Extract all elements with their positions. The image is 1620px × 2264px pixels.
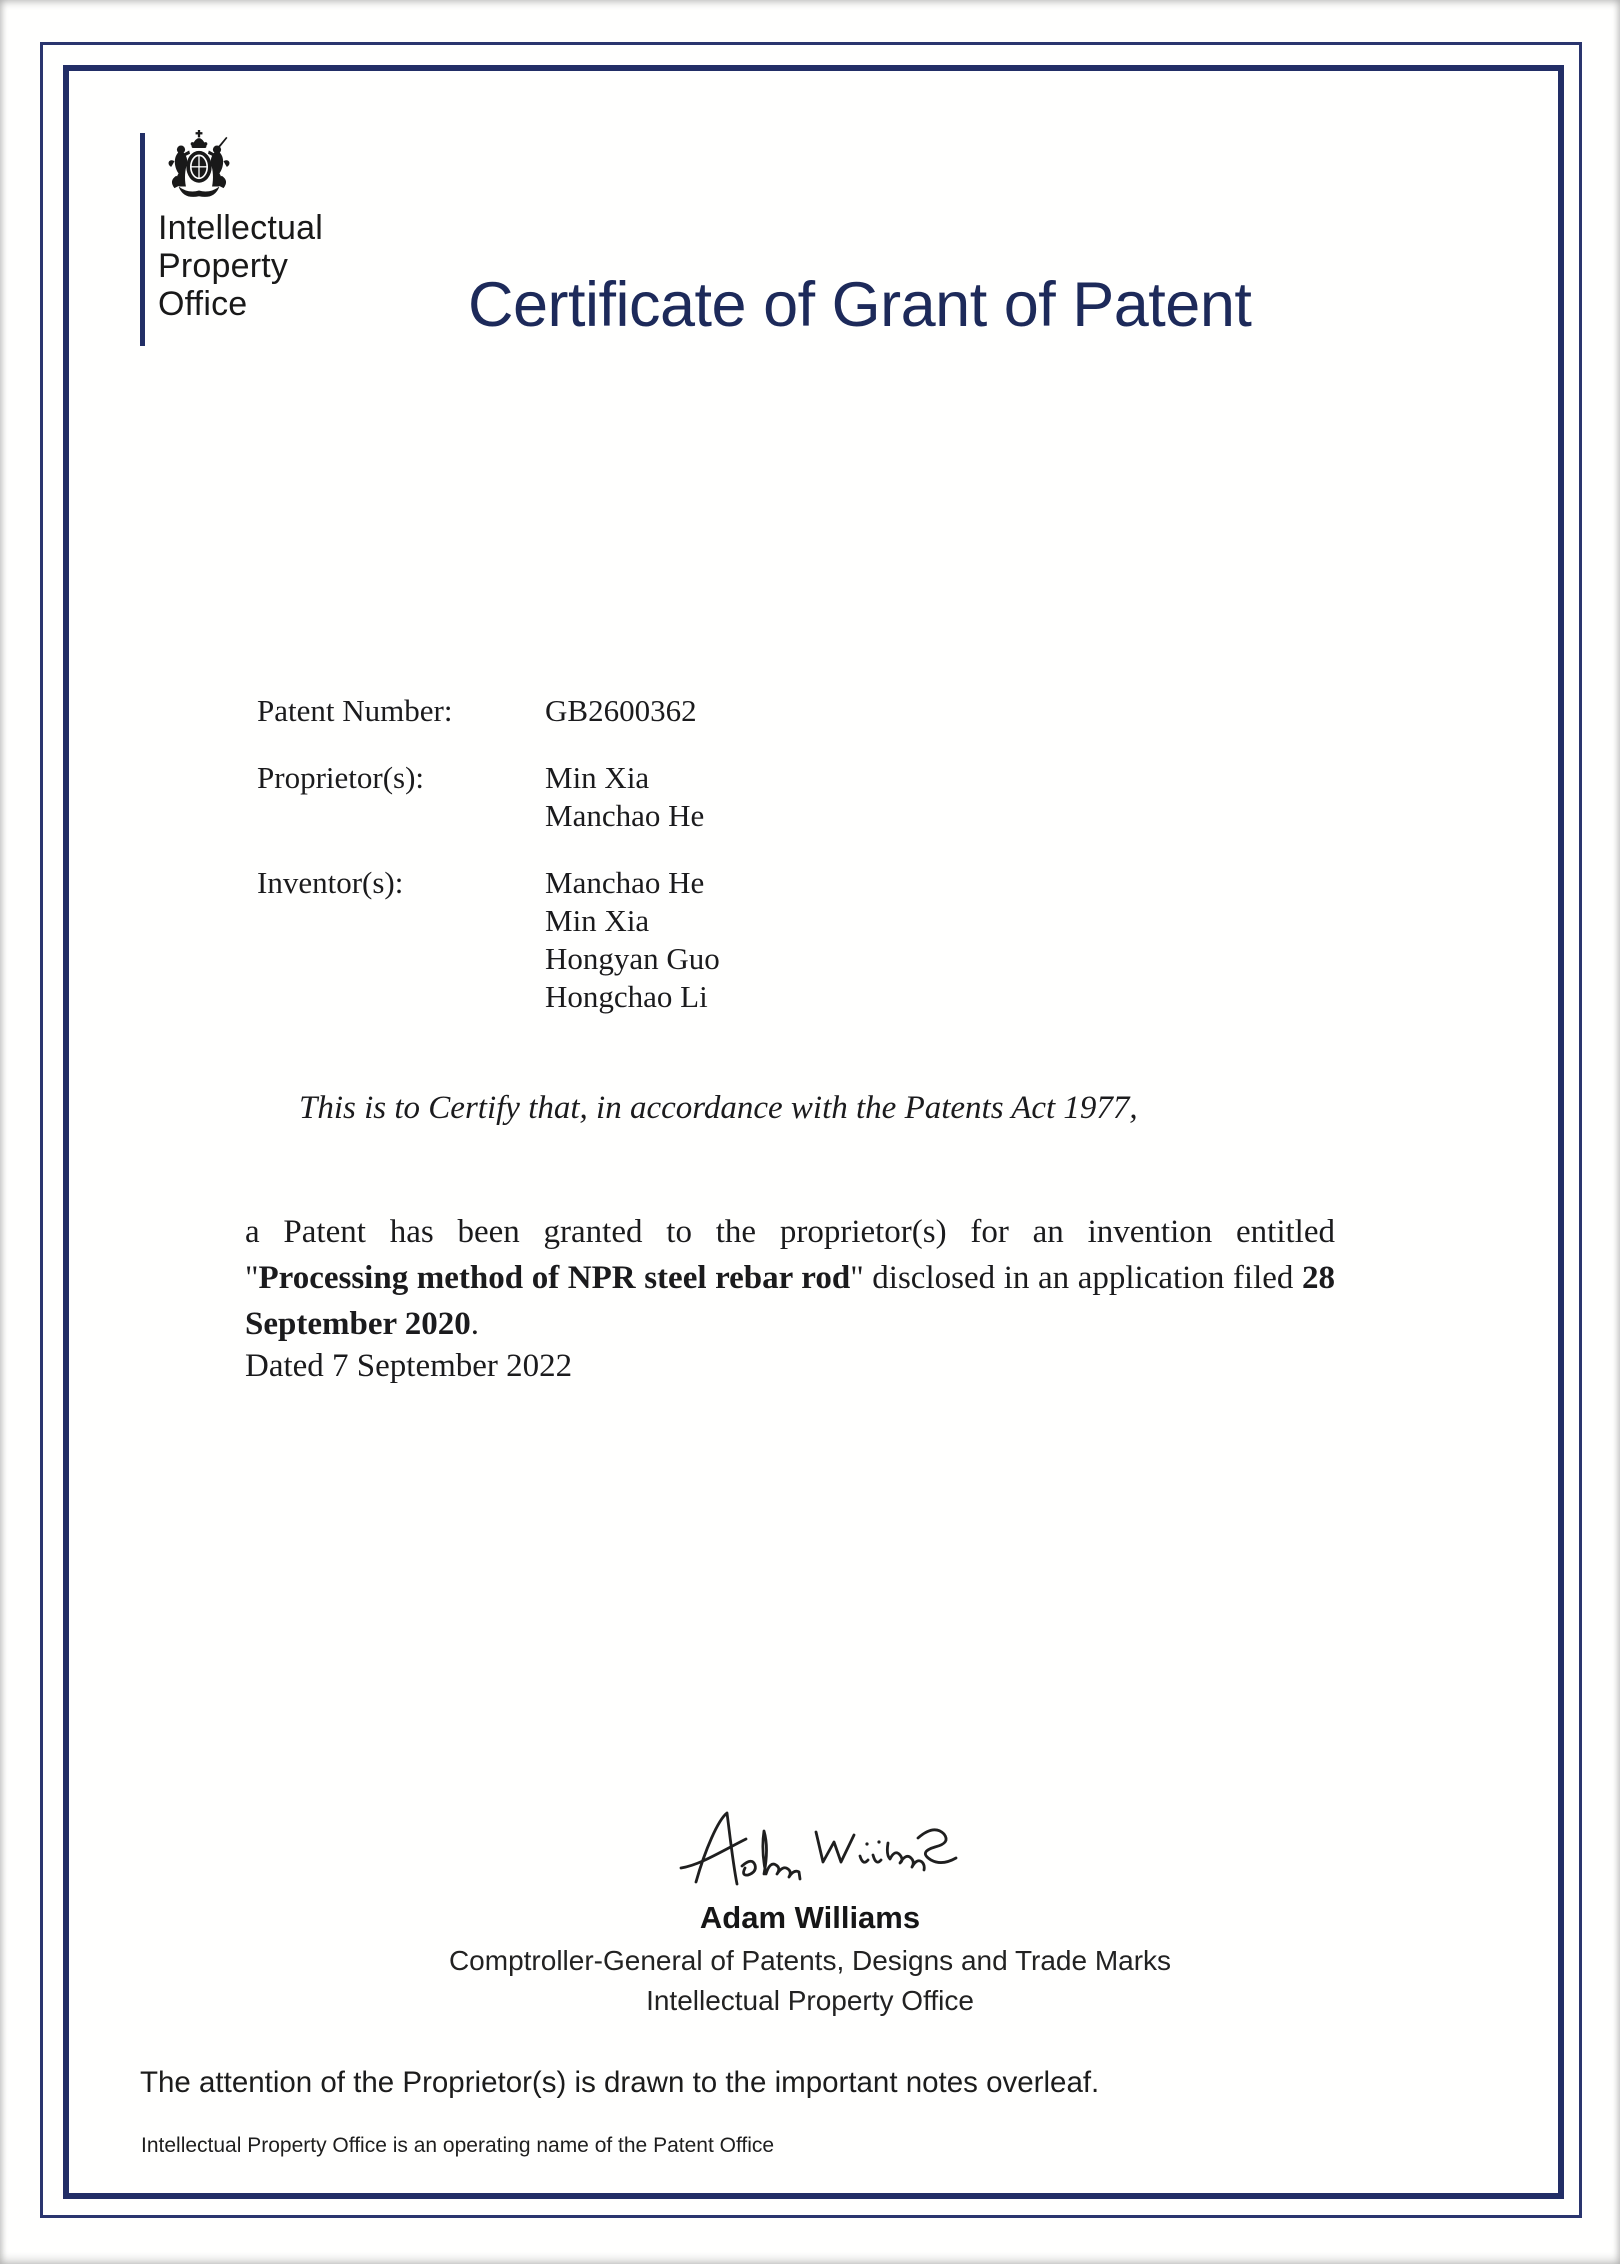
signatory-role: Comptroller-General of Patents, Designs and Trade Marks	[448, 1945, 1172, 1976]
logo-line-office: Office	[158, 285, 248, 323]
proprietors-values	[545, 759, 704, 835]
grant-suffix: .	[470, 1306, 480, 1342]
logo-vertical-bar	[140, 133, 145, 346]
page-title: Certificate of Grant of Patent	[468, 270, 1252, 340]
patent-fields	[257, 692, 720, 1045]
filing-date: 28 September 2020	[245, 1260, 1335, 1342]
logo-line-property: Property	[158, 247, 289, 285]
invention-title: Processing method of NPR steel rebar rod	[258, 1260, 851, 1296]
field-value-line: Manchao He	[545, 865, 705, 900]
field-value-line: Hongchao Li	[545, 979, 708, 1014]
field-row-proprietors	[257, 759, 720, 835]
field-row-inventors	[257, 864, 720, 1016]
logo-line-intellectual: Intellectual	[158, 209, 323, 247]
grant-paragraph	[245, 1209, 1335, 1347]
inventors-values	[545, 864, 720, 1016]
inventors-label: Inventor(s):	[257, 865, 404, 900]
unicorn-icon	[208, 137, 229, 186]
field-row-patent-number	[257, 692, 720, 730]
field-value-line: Min Xia	[545, 760, 650, 795]
logo-org-name	[158, 209, 323, 323]
field-value-line: Manchao He	[545, 798, 705, 833]
patent-number-label: Patent Number:	[257, 693, 453, 728]
shield-icon	[186, 151, 211, 183]
grant-prefix: a Patent has been granted to the proprietor(s) for an invention entitled "	[245, 1214, 1335, 1296]
proprietors-label: Proprietor(s):	[257, 760, 425, 795]
signature-icon	[676, 1804, 966, 1898]
dated-line: Dated 7 September 2022	[245, 1348, 573, 1384]
operating-name-note: Intellectual Property Office is an operating name of the Patent Office	[141, 2134, 775, 2157]
signatory-name: Adam Williams	[699, 1900, 921, 1935]
certify-line: This is to Certify that, in accordance with the Patents Act 1977,	[299, 1090, 1138, 1126]
patent-number-value	[545, 692, 697, 730]
field-value-line: Hongyan Guo	[545, 941, 720, 976]
signatory-office: Intellectual Property Office	[646, 1985, 974, 2016]
royal-coat-of-arms-icon	[154, 126, 244, 206]
field-value-line: Min Xia	[545, 903, 650, 938]
grant-middle: " disclosed in an application filed	[850, 1260, 1302, 1296]
attention-note: The attention of the Proprietor(s) is drawn to the important notes overleaf.	[140, 2066, 1100, 2099]
crown-icon	[191, 130, 208, 148]
field-value-line: GB2600362	[545, 693, 697, 728]
